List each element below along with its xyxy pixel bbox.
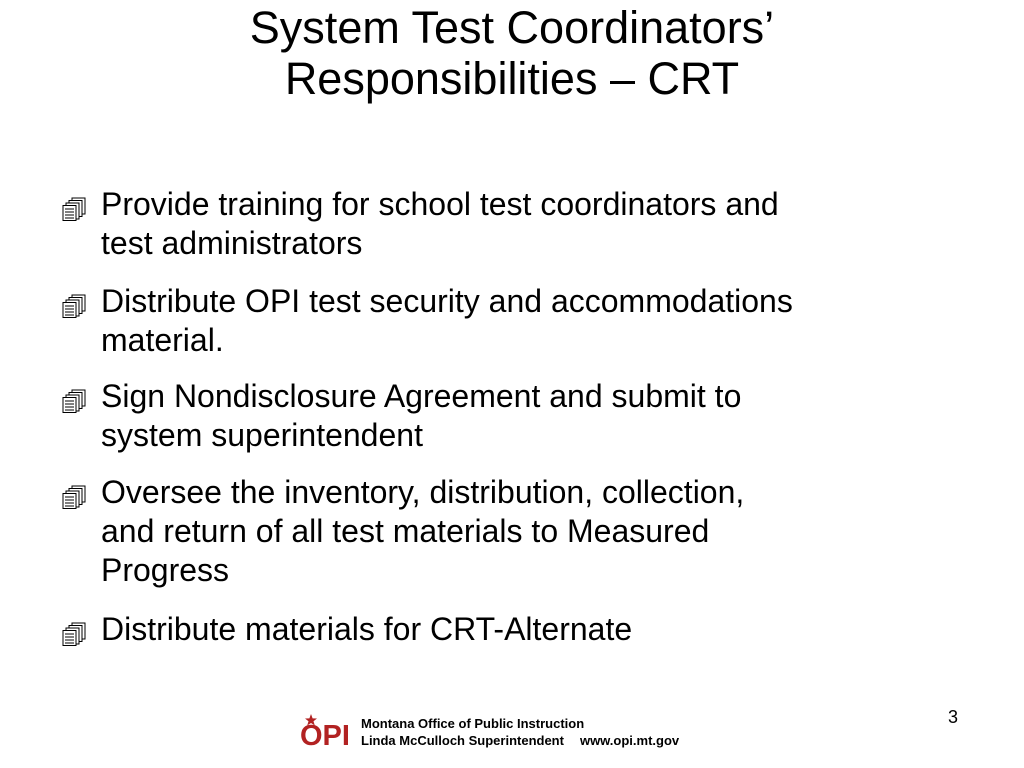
documents-stack-icon [62, 294, 88, 318]
bullet-text [101, 473, 981, 590]
bullet-line: system superintendent [101, 417, 423, 453]
bullet-line: material. [101, 322, 224, 358]
bullet-text [101, 185, 981, 263]
bullet-text [101, 610, 981, 649]
slide-title [0, 2, 1024, 104]
bullet-line: Sign Nondisclosure Agreement and submit to [101, 378, 742, 414]
bullet-line: Distribute OPI test security and accommodations [101, 283, 793, 319]
bullet-line: test administrators [101, 225, 363, 261]
slide-title-line-2: Responsibilities – CRT [284, 53, 740, 104]
documents-stack-icon [62, 622, 88, 646]
documents-stack-icon [62, 197, 88, 221]
bullet-text [101, 377, 981, 455]
bullet-line: Oversee the inventory, distribution, collection, [101, 474, 745, 510]
bullet-line: Provide training for school test coordinators and [101, 186, 779, 222]
slide-title-line-1: System Test Coordinators’ [249, 2, 775, 53]
documents-stack-icon [62, 389, 88, 413]
footer-text [361, 715, 679, 749]
bullet-text [101, 282, 981, 360]
bullet-line: Distribute materials for CRT-Alternate [101, 611, 633, 647]
documents-stack-icon [62, 485, 88, 509]
bullet-line: Progress [101, 552, 230, 588]
footer-line-2 [361, 732, 679, 749]
logo-text: OPI [300, 720, 350, 748]
opi-logo [300, 714, 358, 748]
bullet-line: and return of all test materials to Measured [101, 513, 710, 549]
footer-org-name: Montana Office of Public Instruction [361, 716, 585, 731]
footer-superintendent: Linda McCulloch Superintendent [361, 733, 564, 748]
page-number: 3 [948, 707, 959, 727]
footer-website[interactable]: www.opi.mt.gov [579, 733, 680, 748]
